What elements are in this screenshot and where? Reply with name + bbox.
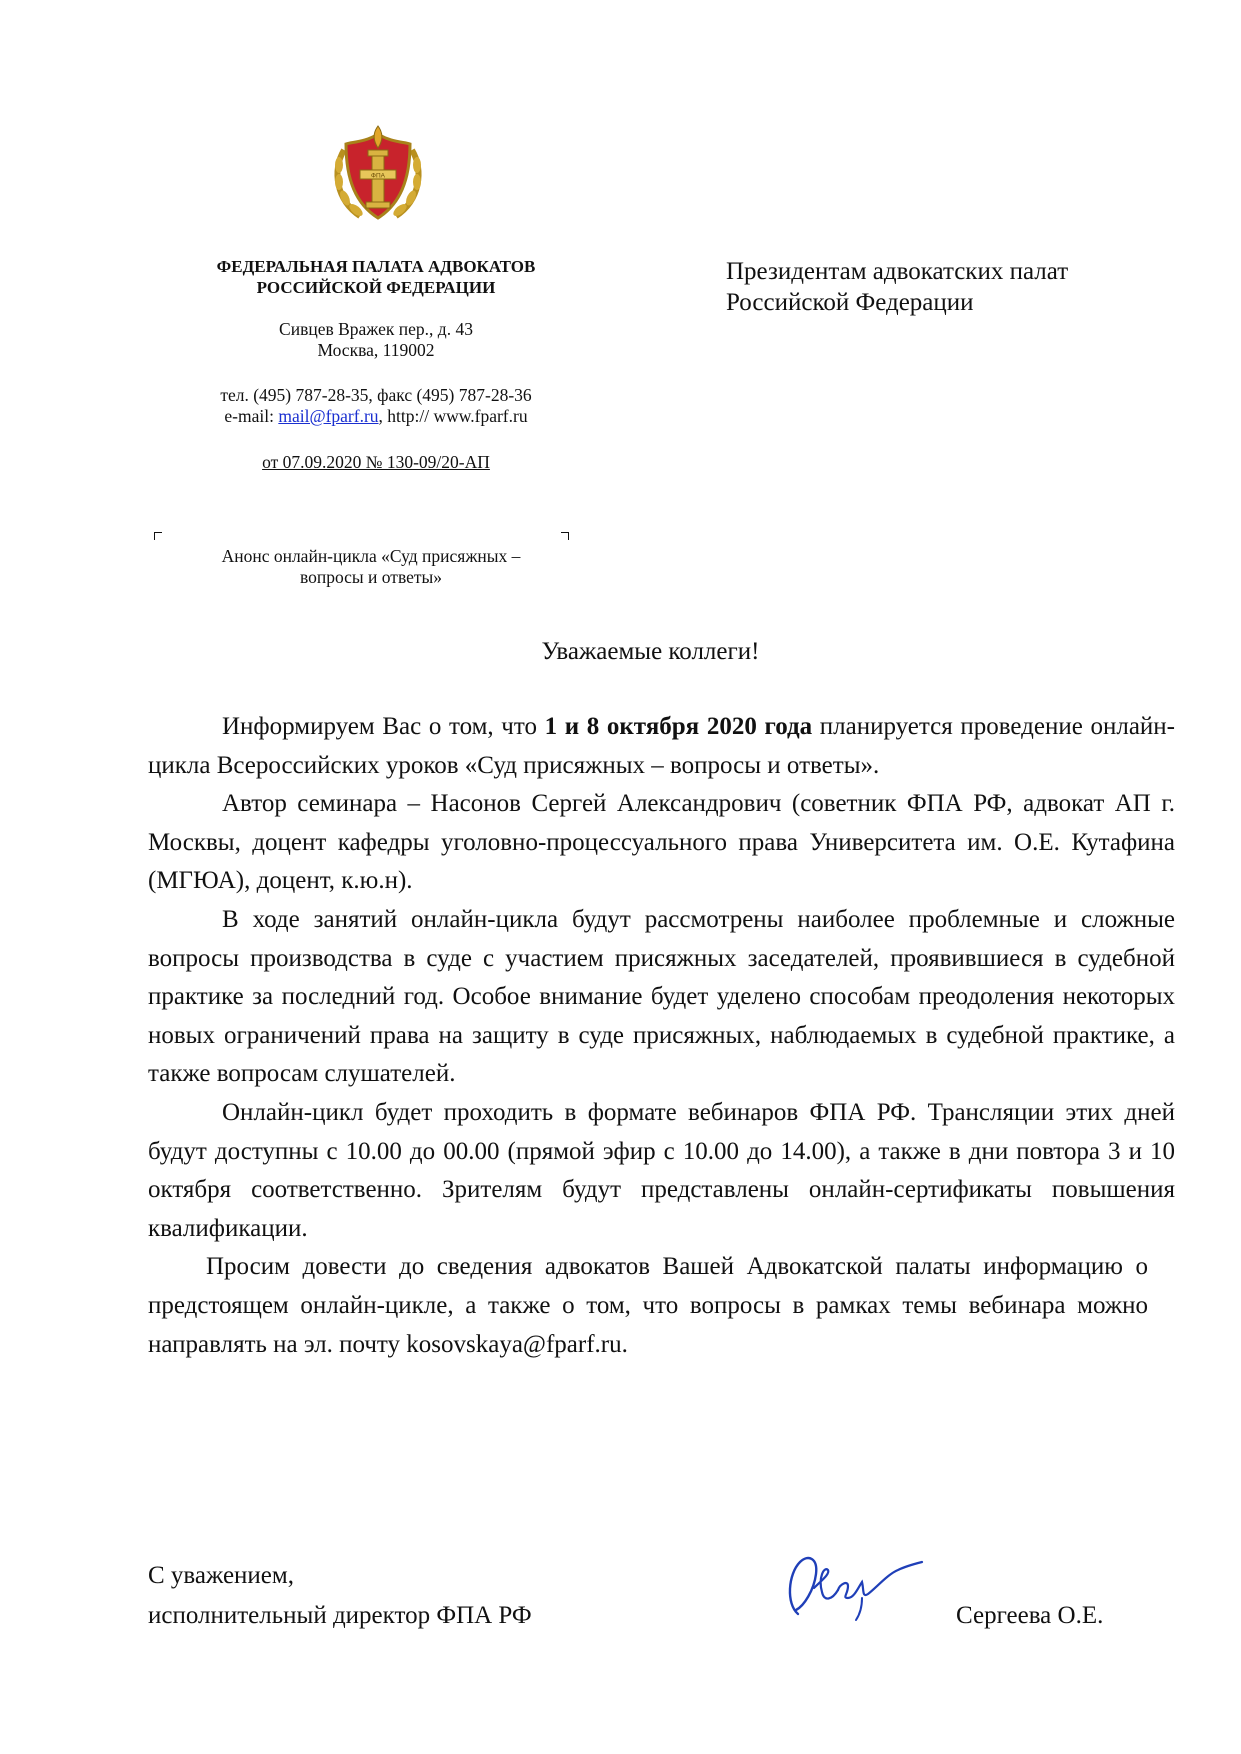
closing <box>148 1556 532 1636</box>
body-paragraph-3: В ходе занятий онлайн-цикла будут рассмотрены наиболее проблемные и сложные вопросы производства в суде с участием присяжных заседателей, проявившиеся в судебной практике за последний год. Особое внимание будет уделено способам преодоления некоторых новых ограничений права на защиту в суде присяжных, наблюдаемых в судебной практике, а также вопросам слушателей. <box>148 905 1175 1088</box>
address-street: Сивцев Вражек пер., д. 43 <box>279 319 473 339</box>
document-number: от 07.09.2020 № 130-09/20-АП <box>262 452 490 472</box>
recipient-line1: Президентам адвокатских палат <box>726 258 1069 285</box>
p1-start: Информируем Вас о том, что <box>222 713 545 740</box>
subject-bracket-right <box>561 532 569 540</box>
letterhead <box>150 256 602 473</box>
email-website-line <box>150 406 602 427</box>
subject-line1: Анонс онлайн-цикла «Суд присяжных – <box>221 546 521 566</box>
signer-name: Сергеева О.Е. <box>956 1602 1104 1629</box>
org-name-line2: РОССИЙСКОЙ ФЕДЕРАЦИИ <box>256 278 496 297</box>
subject-line2: вопросы и ответы» <box>299 567 443 587</box>
emblem-label: ФПА <box>371 172 385 180</box>
body-paragraph-2: Автор семинара – Насонов Сергей Александрович (советник ФПА РФ, адвокат АП г. Москвы, доцент кафедры уголовно-процессуального права Университета им. О.Е. Кутафина (МГЮА), доцент, к.ю.н). <box>148 790 1175 895</box>
org-name <box>150 256 602 298</box>
signature-icon <box>778 1544 928 1622</box>
email-link[interactable]: mail@fparf.ru <box>278 406 379 426</box>
address-city: Москва, 119002 <box>317 340 435 360</box>
body-paragraph-5: Просим довести до сведения адвокатов Вашей Адвокатской палаты информацию о предстоящем онлайн-цикле, а также о том, что вопросы в рамках темы вебинара можно направлять на эл. почту kosovskaya@fparf.ru. <box>148 1253 1148 1358</box>
email-prefix: e-mail: <box>224 406 279 426</box>
fpa-emblem-icon <box>330 120 426 224</box>
closing-line2: исполнительный директор ФПА РФ <box>148 1602 532 1629</box>
org-name-line1: ФЕДЕРАЛЬНАЯ ПАЛАТА АДВОКАТОВ <box>216 257 536 276</box>
greeting: Уважаемые коллеги! <box>541 638 760 665</box>
closing-line1: С уважением, <box>148 1562 294 1589</box>
recipient <box>726 256 1068 318</box>
subject-bracket-left <box>154 532 162 540</box>
p1-dates: 1 и 8 октября 2020 года <box>544 713 813 740</box>
website: , http:// www.fparf.ru <box>378 406 528 426</box>
p1-end: планируется проведение онлайн-цикла Всероссийских уроков «Суд присяжных – вопросы и ответы». <box>148 713 1175 779</box>
subject <box>165 546 577 588</box>
org-contacts <box>150 385 602 427</box>
body-paragraph-1 <box>148 708 1175 785</box>
body-paragraph-4: Онлайн-цикл будет проходить в формате вебинаров ФПА РФ. Трансляции этих дней будут доступны с 10.00 до 00.00 (прямой эфир с 10.00 до 14.00), а также в дни повтора 3 и 10 октября соответственно. Зрителям будут представлены онлайн-сертификаты повышения квалификации. <box>148 1098 1175 1242</box>
org-address <box>150 319 602 361</box>
recipient-line2: Российской Федерации <box>726 289 974 316</box>
phone-fax: тел. (495) 787-28-35, факс (495) 787-28-36 <box>220 385 532 405</box>
letter-body <box>148 708 1175 1364</box>
